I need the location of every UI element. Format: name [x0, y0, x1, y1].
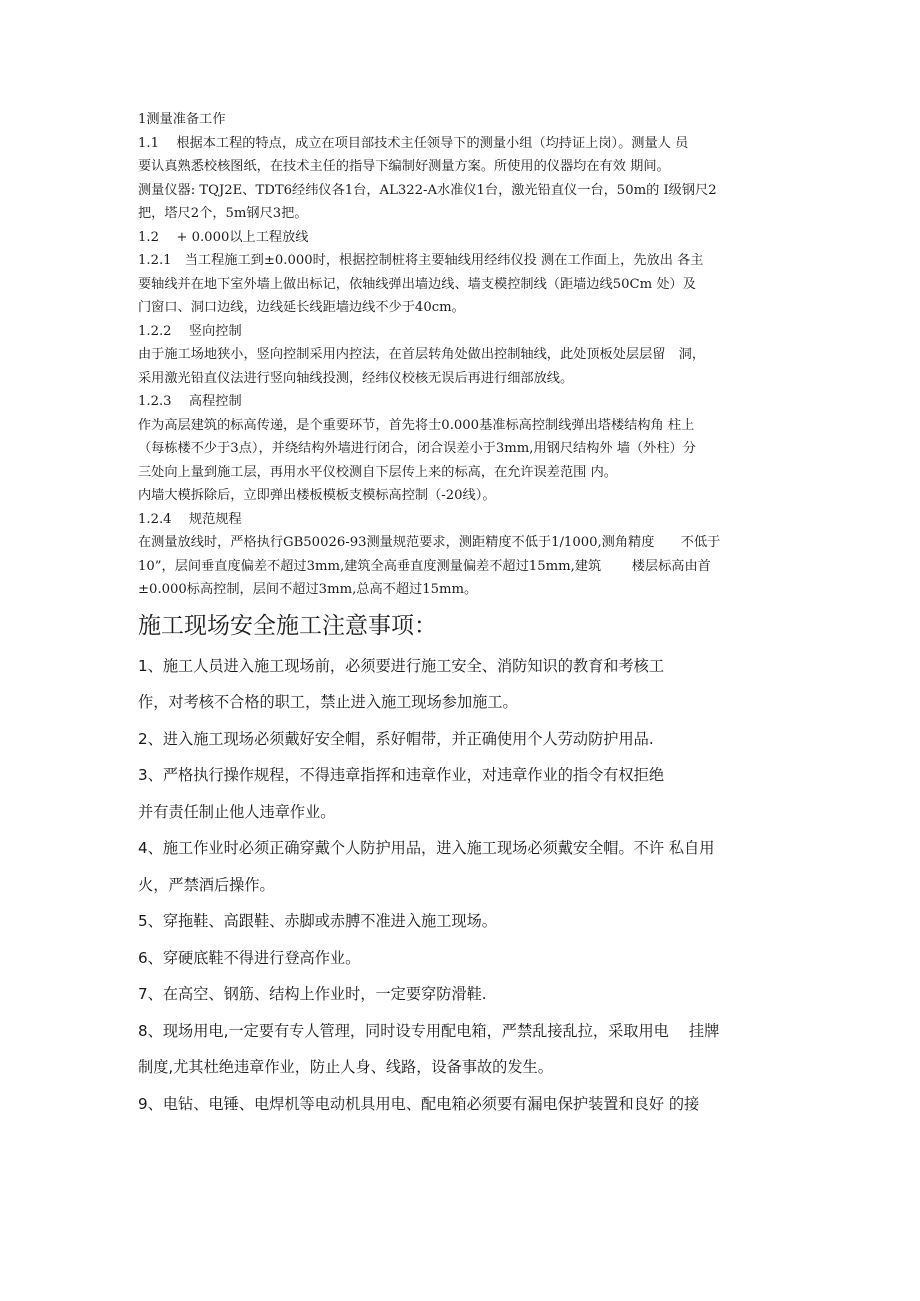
paragraph-line: 要认真熟悉校核图纸，在技术主任的指导下编制好测量方案。所使用的仪器均在有效 期间。	[138, 159, 670, 174]
survey-preparation-section	[138, 108, 786, 602]
safety-notes-section	[138, 610, 786, 1123]
safety-item-line: 3、严格执行操作规程，不得违章指挥和违章作业，对违章作业的指令有权拒绝	[138, 766, 665, 784]
safety-item-line: 作，对考核不合格的职工，禁止进入施工现场参加施工。	[138, 693, 518, 711]
paragraph-line: 由于施工场地狭小，竖向控制采用内控法，在首层转角处做出控制轴线，此处顶板处层层留 洞，	[138, 347, 706, 362]
safety-item-line: 2、进入施工现场必须戴好安全帽，系好帽带，并正确使用个人劳动防护用品.	[138, 729, 654, 748]
paragraph-line: 1.1 根据本工程的特点，成立在项目部技术主任领导下的测量小组（均持证上岗）。测量人 员	[138, 135, 689, 151]
section-title: 1测量准备工作	[138, 112, 226, 127]
subsection-title: 1.2.4 规范规程	[138, 511, 242, 527]
paragraph-line: 内墙大模拆除后，立即弹出楼板模板支模标高控制（-20线）。	[138, 488, 496, 503]
safety-item-line: 制度,尤其杜绝违章作业，防止人身、线路，设备事故的发生。	[138, 1058, 553, 1076]
paragraph-line: 10”，层间垂直度偏差不超过3mm,建筑全高垂直度测量偏差不超过15mm,建筑 楼层标高由首	[138, 558, 711, 574]
paragraph-line: 作为高层建筑的标高传递，是个重要环节，首先将士0.000基准标高控制线弹出塔楼结构角 柱上	[138, 417, 695, 433]
paragraph-line: 要轴线并在地下室外墙上做出标记，依轴线弹出墙边线、墙支模控制线（距墙边线50Cm 处）及	[138, 276, 696, 292]
paragraph-line: 采用激光铅直仪法进行竖向轴线投测，经纬仪校核无误后再进行细部放线。	[138, 370, 574, 386]
paragraph-line: 1.2.1 当工程施工到±0.000时，根据控制桩将主要轴线用经纬仪投 测在工作面上，先放出 各主	[138, 253, 704, 268]
safety-item-line: 6、穿硬底鞋不得进行登高作业。	[138, 948, 361, 967]
subsection-title: 1.2 + 0.000以上工程放线	[138, 229, 309, 245]
paragraph-line: 测量仪器: TQJ2E、TDT6经纬仪各1台，AL322-A水准仪1台，激光铅直仪一台，50m的 I级钢尺2	[138, 182, 717, 198]
paragraph-line: 把，塔尺2个，5m钢尺3把。	[138, 206, 308, 221]
paragraph-line: 在测量放线时，严格执行GB50026-93测量规范要求，测距精度不低于1/1000,测角精度 不低于	[138, 535, 721, 550]
safety-item-line: 1、施工人员进入施工现场前，必须要进行施工安全、消防知识的教育和考核工	[138, 656, 665, 675]
safety-item-line: 9、电钻、电锤、电焊机等电动机具用电、配电箱必须要有漏电保护装置和良好 的接	[138, 1094, 700, 1113]
safety-item-line: 5、穿拖鞋、高跟鞋、赤脚或赤膊不准进入施工现场。	[138, 912, 497, 930]
paragraph-line: 门窗口、洞口边线，边线延长线距墙边线不少于40cm。	[138, 300, 465, 315]
subsection-title: 1.2.3 高程控制	[138, 394, 242, 409]
subsection-title: 1.2.2 竖向控制	[138, 323, 242, 339]
safety-item-line: 7、在高空、钢筋、结构上作业时，一定要穿防滑鞋.	[138, 985, 487, 1003]
paragraph-line: ±0.000标高控制，层间不超过3mm,总高不超过15mm。	[138, 582, 478, 597]
safety-item-line: 8、现场用电,一定要有专人管理，同时设专用配电箱，严禁乱接乱拉，采取用电 挂牌	[138, 1021, 720, 1040]
safety-heading: 施工现场安全施工注意事项：	[138, 612, 437, 639]
safety-item-line: 并有责任制止他人违章作业。	[138, 802, 336, 821]
paragraph-line: （每栋楼不少于3点），并绕结构外墙进行闭合，闭合误差小于3mm,用钢尺结构外 墙（外柱）分	[138, 441, 696, 456]
paragraph-line: 三处向上量到施工层，再用水平仪校测自下层传上来的标高，在允许误差范围 内。	[138, 464, 617, 480]
safety-item-line: 火，严禁酒后操作。	[138, 875, 275, 894]
safety-item-line: 4、施工作业时必须正确穿戴个人防护用品，进入施工现场必须戴安全帽。不许 私自用	[138, 839, 715, 857]
document-body	[138, 108, 786, 1122]
